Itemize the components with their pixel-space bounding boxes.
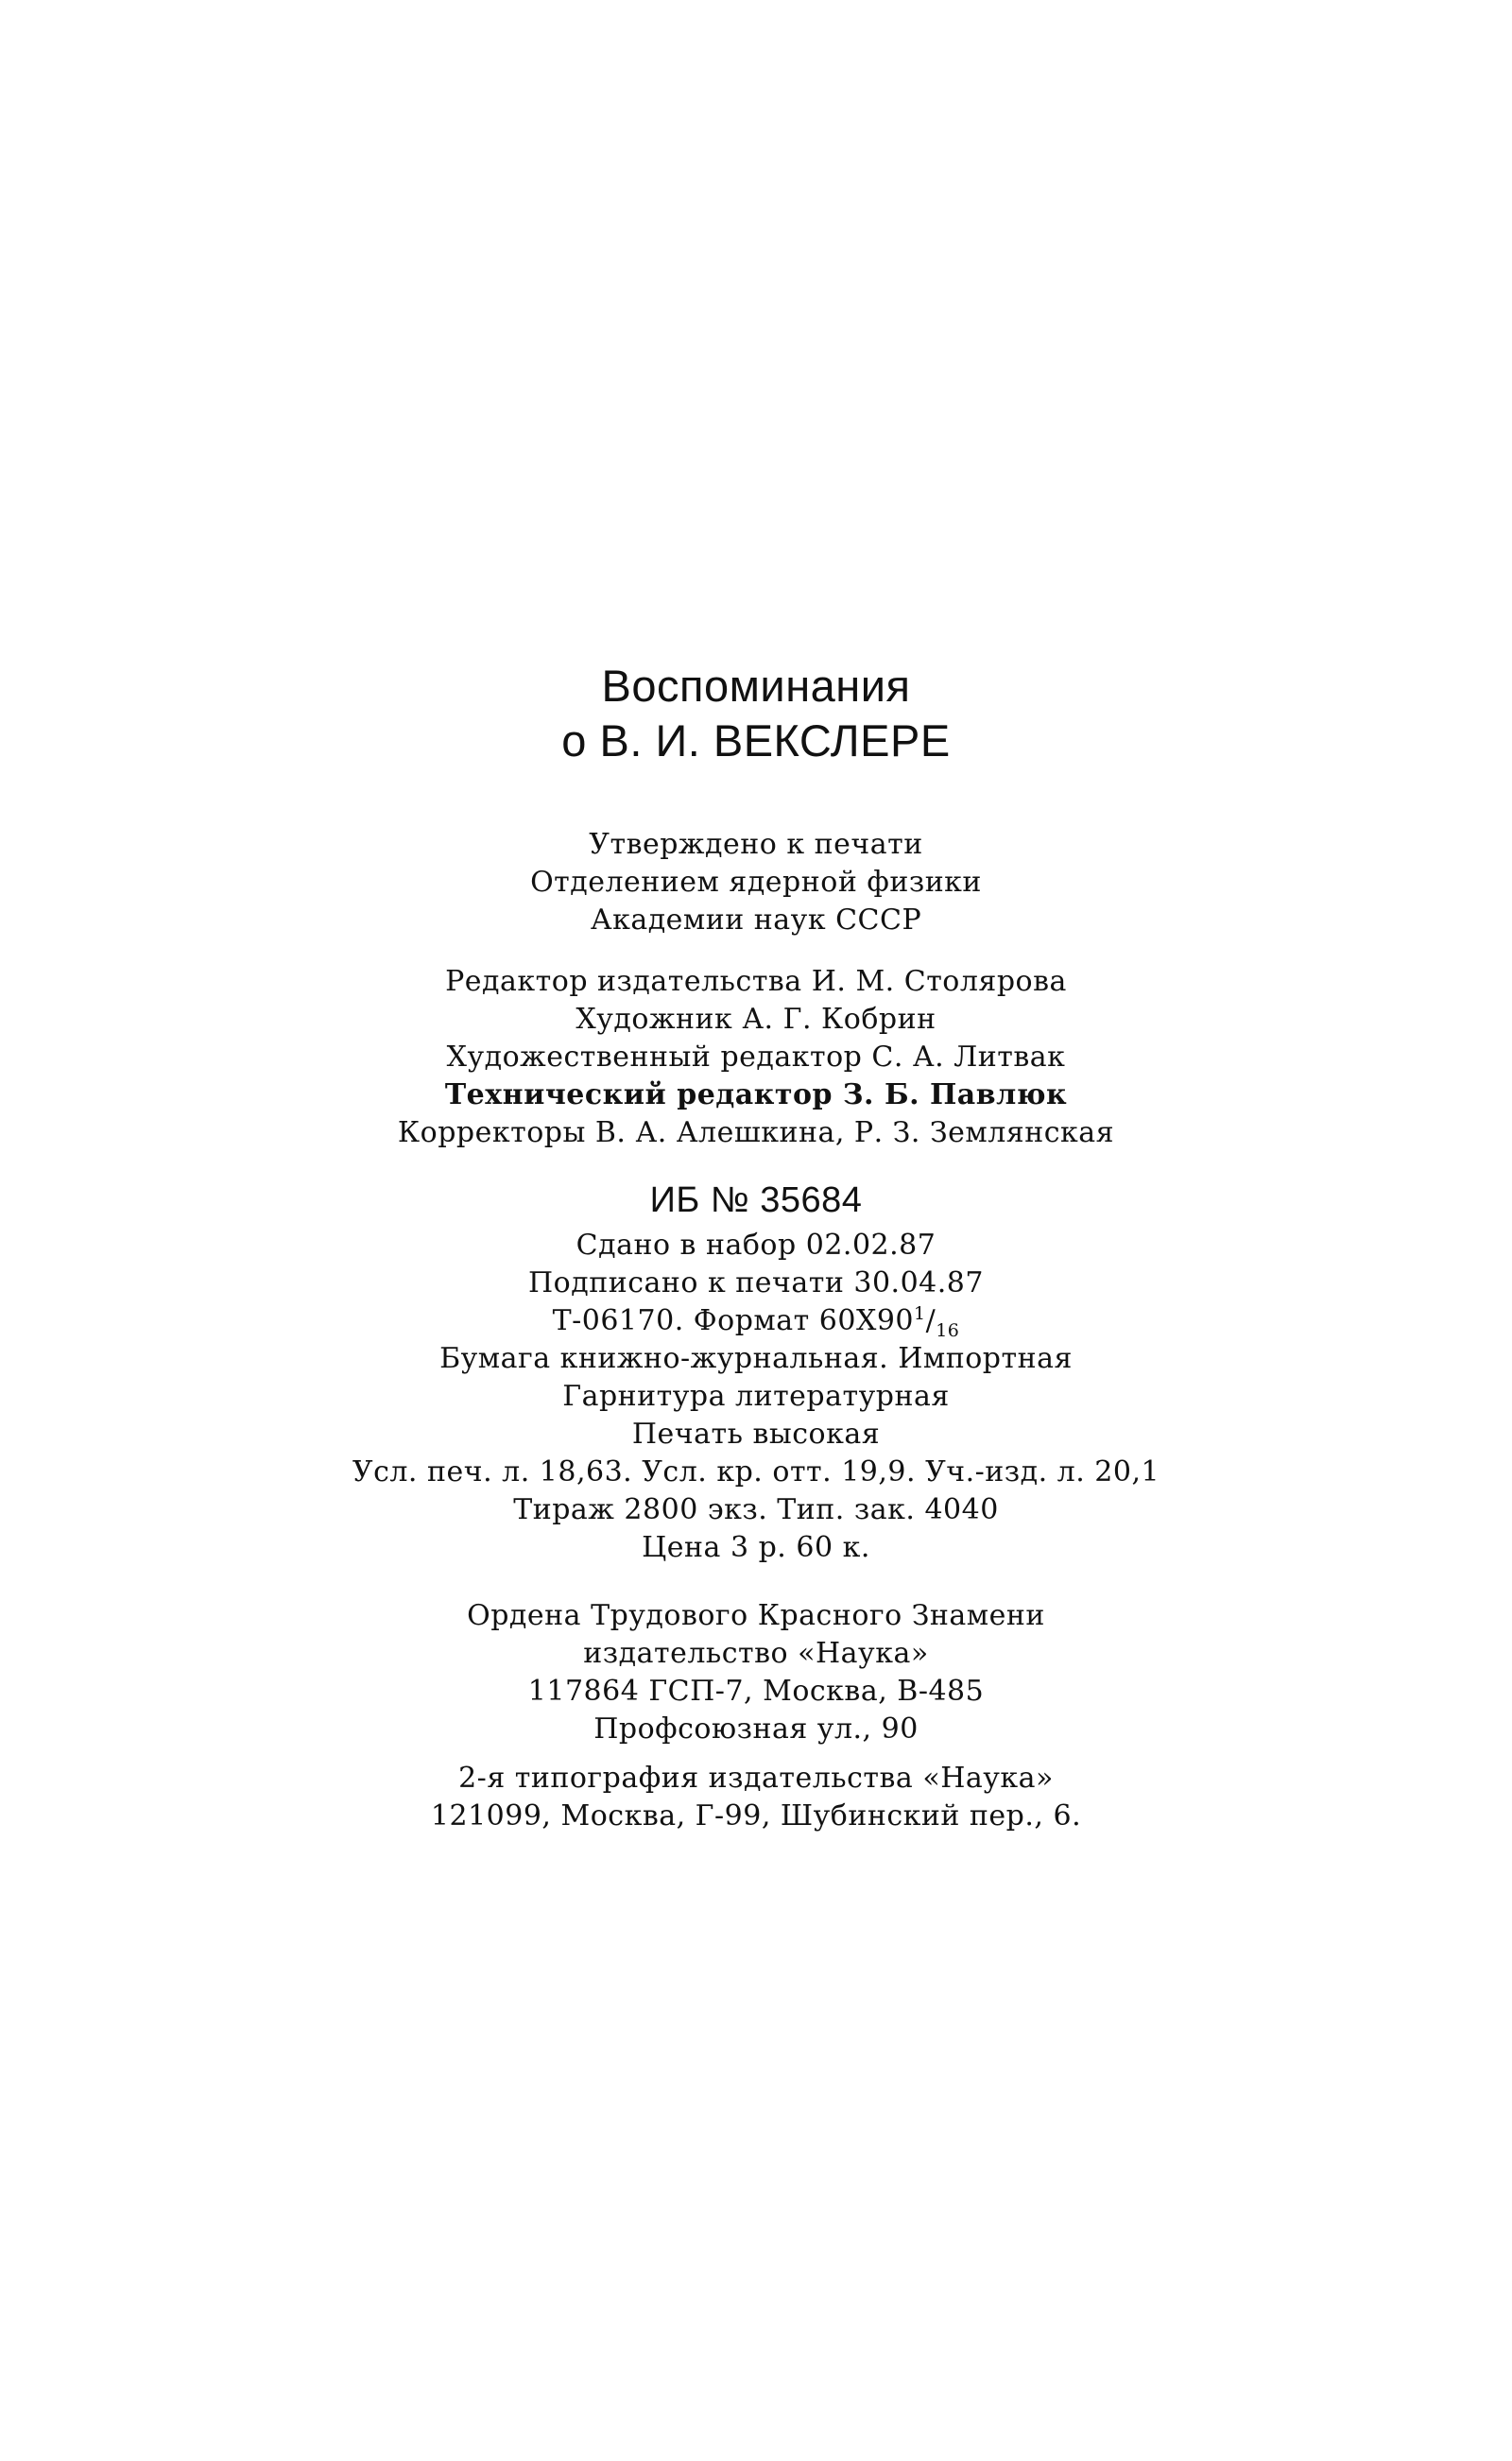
book-title-line-2: о В. И. ВЕКСЛЕРЕ [561, 715, 951, 766]
price: Цена 3 р. 60 к. [642, 1531, 870, 1564]
signed-for-print: Подписано к печати 30.04.87 [528, 1266, 984, 1299]
print-sheets: Усл. печ. л. 18,63. Усл. кр. отт. 19,9. Уч.-изд. л. 20,1 [352, 1455, 1160, 1489]
format-fraction-denominator: 16 [936, 1320, 960, 1341]
approval-line-3: Академии наук СССР [590, 904, 922, 937]
approval-line-1: Утверждено к печати [589, 828, 923, 861]
typeface: Гарнитура литературная [562, 1380, 950, 1413]
printing-method: Печать высокая [631, 1418, 881, 1451]
printer-line-1: 2-я типография издательства «Наука» [458, 1762, 1054, 1795]
publisher-line-1: Ордена Трудового Красного Знамени [467, 1599, 1045, 1632]
book-title-line-1: Воспоминания [601, 661, 911, 711]
format-text: Т-06170. Формат 60Х90 [552, 1304, 914, 1337]
staff-technical-editor: Технический редактор З. Б. Павлюк [444, 1078, 1068, 1111]
staff-publishing-editor: Редактор издательства И. М. Столярова [445, 965, 1067, 998]
publisher-street: Профсоюзная ул., 90 [593, 1712, 919, 1746]
staff-artist: Художник А. Г. Кобрин [576, 1003, 936, 1036]
staff-art-editor: Художественный редактор С. А. Литвак [446, 1041, 1066, 1074]
paper-type: Бумага книжно-журнальная. Импортная [439, 1342, 1073, 1375]
print-run: Тираж 2800 экз. Тип. зак. 4040 [513, 1493, 999, 1526]
format-fraction-numerator: 1 [914, 1303, 926, 1324]
format-line [0, 1302, 1512, 1340]
sent-to-typesetting: Сдано в набор 02.02.87 [576, 1229, 936, 1262]
staff-proofreaders: Корректоры В. А. Алешкина, Р. З. Землянская [397, 1116, 1115, 1149]
publisher-address: 117864 ГСП-7, Москва, В-485 [527, 1675, 985, 1708]
approval-line-2: Отделением ядерной физики [530, 866, 982, 899]
printer-address: 121099, Москва, Г-99, Шубинский пер., 6. [430, 1799, 1082, 1833]
publisher-line-2: издательство «Наука» [583, 1637, 929, 1670]
format-fraction-slash: / [925, 1304, 936, 1337]
ib-number: ИБ № 35684 [649, 1180, 863, 1220]
